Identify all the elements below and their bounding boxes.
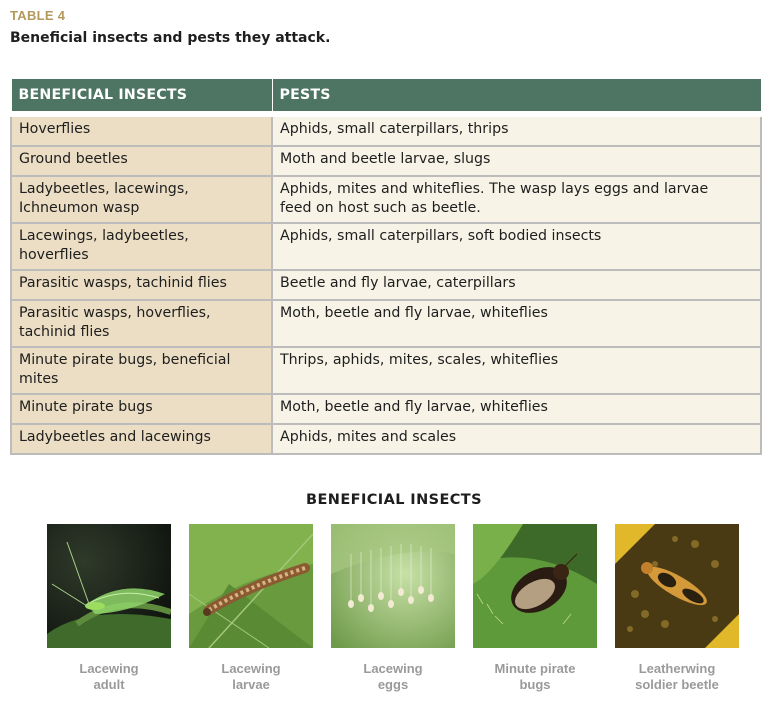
gallery-caption: Minute pirate bugs: [494, 661, 576, 692]
table-row: [11, 223, 761, 270]
table-row: [11, 424, 761, 454]
gallery-caption: Leatherwing soldier beetle: [635, 661, 719, 692]
gallery-item: [473, 524, 597, 693]
gallery-item: [189, 524, 313, 693]
table-row: [11, 176, 761, 223]
table-header-row: [11, 79, 761, 115]
insect-cell: Lacewings, ladybeetles, hoverflies: [11, 223, 272, 270]
column-header-pests: PESTS: [272, 79, 761, 115]
gallery-caption: Lacewing larvae: [221, 661, 281, 692]
table-label: TABLE 4: [10, 8, 66, 23]
pest-cell: Aphids, small caterpillars, thrips: [272, 114, 761, 146]
insect-cell: Ladybeetles and lacewings: [11, 424, 272, 454]
pest-cell: Moth, beetle and fly larvae, whiteflies: [272, 300, 761, 347]
gallery-title: BENEFICIAL INSECTS: [306, 492, 482, 508]
lacewing-eggs-photo: [331, 524, 455, 648]
insect-cell: Ladybeetles, lacewings, Ichneumon wasp: [11, 176, 272, 223]
insect-cell: Minute pirate bugs: [11, 394, 272, 424]
lacewing-larvae-photo: [189, 524, 313, 648]
pest-cell: Moth and beetle larvae, slugs: [272, 146, 761, 176]
insect-cell: Parasitic wasps, hoverflies, tachinid flies: [11, 300, 272, 347]
gallery-caption: Lacewing adult: [79, 661, 139, 692]
pest-cell: Moth, beetle and fly larvae, whiteflies: [272, 394, 761, 424]
table-row: [11, 270, 761, 300]
gallery-item: [615, 524, 739, 693]
minute-pirate-bugs-photo: [473, 524, 597, 648]
beneficial-insects-table: [10, 78, 762, 455]
pest-cell: Thrips, aphids, mites, scales, whiteflies: [272, 347, 761, 394]
lacewing-adult-photo: [47, 524, 171, 648]
gallery-caption: Lacewing eggs: [363, 661, 423, 692]
column-header-insects: BENEFICIAL INSECTS: [11, 79, 272, 115]
insect-cell: Hoverflies: [11, 114, 272, 146]
insect-cell: Ground beetles: [11, 146, 272, 176]
insect-cell: Minute pirate bugs, beneficial mites: [11, 347, 272, 394]
gallery-item: [331, 524, 455, 693]
insect-cell: Parasitic wasps, tachinid flies: [11, 270, 272, 300]
pest-cell: Aphids, small caterpillars, soft bodied insects: [272, 223, 761, 270]
table-row: [11, 114, 761, 146]
table-row: [11, 300, 761, 347]
gallery-item: [47, 524, 171, 693]
table-row: [11, 347, 761, 394]
pest-cell: Aphids, mites and whiteflies. The wasp lays eggs and larvae feed on host such as beetle.: [272, 176, 761, 223]
table-caption: Beneficial insects and pests they attack.: [10, 30, 331, 46]
table-row: [11, 146, 761, 176]
pest-cell: Aphids, mites and scales: [272, 424, 761, 454]
pest-cell: Beetle and fly larvae, caterpillars: [272, 270, 761, 300]
leatherwing-soldier-beetle-photo: [615, 524, 739, 648]
table-row: [11, 394, 761, 424]
